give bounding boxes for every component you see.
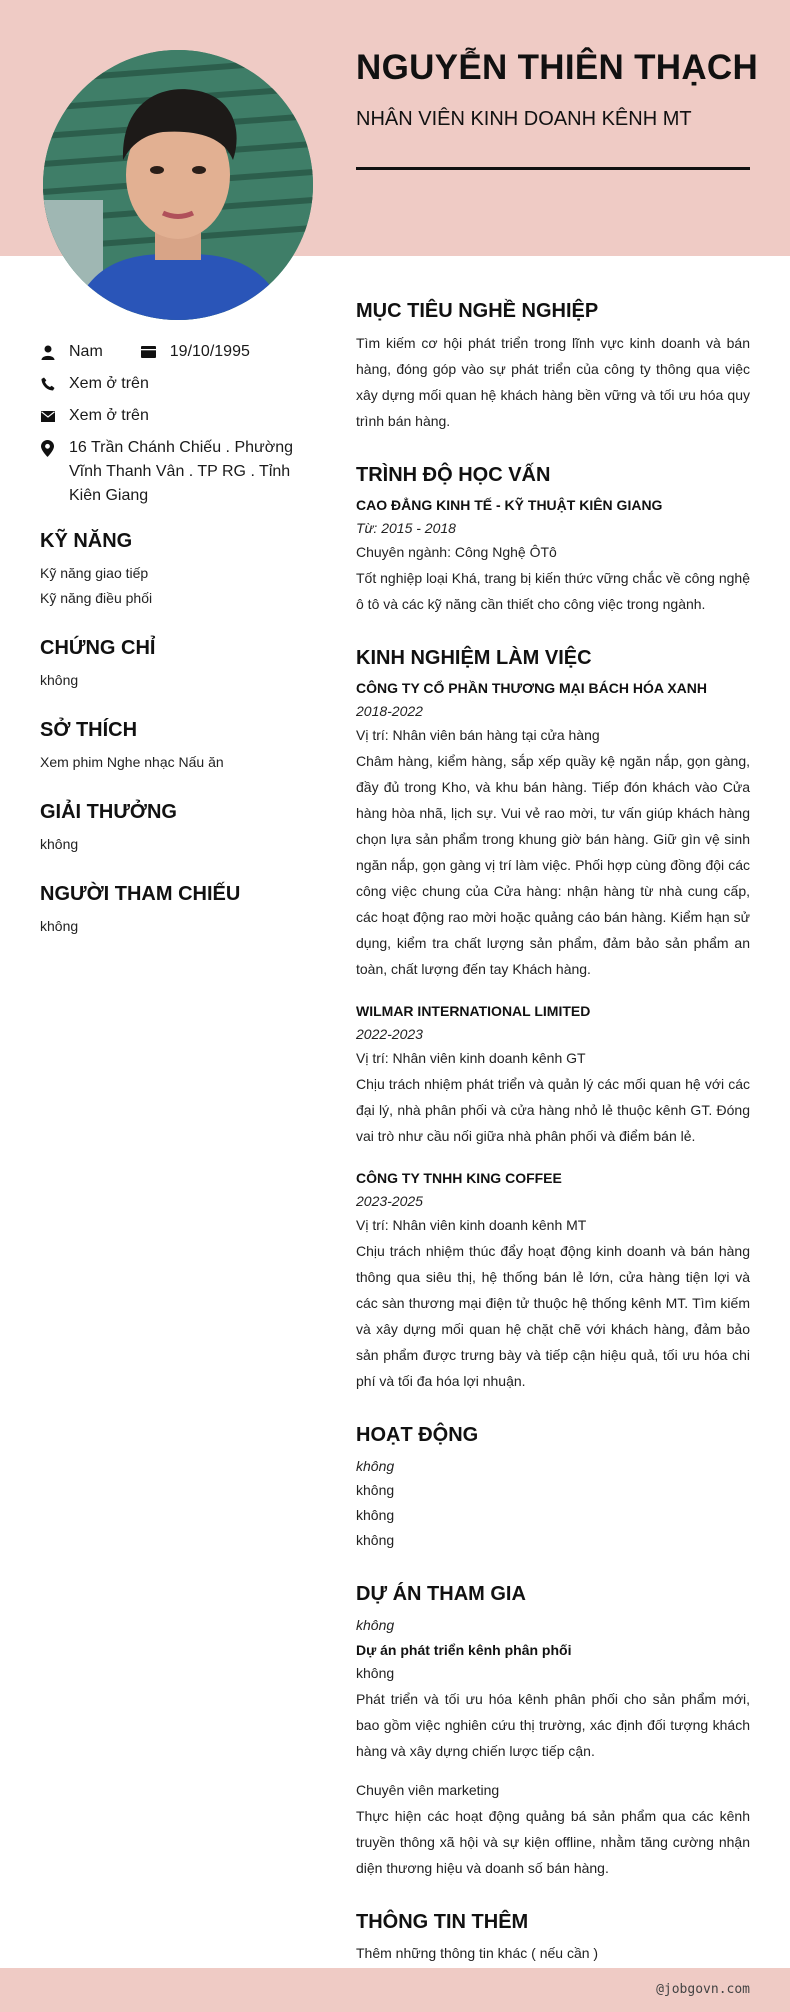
person-icon (40, 340, 55, 364)
project-description: Thực hiện các hoạt động quảng bá sản phẩm qua các kênh truyền thông xã hội và sự kiện offline, nhằm tăng cường nhận diện thương hiệu và doanh số bán hàng. (356, 1808, 750, 1876)
skill-item: Kỹ năng giao tiếp (40, 565, 149, 581)
profile-photo (43, 50, 313, 320)
project-description: Phát triển và tối ưu hóa kênh phân phối cho sản phẩm mới, bao gồm việc nghiên cứu thị trường, xác định đối tượng khách hàng và xây dựng chiến lược tiếp cận. (356, 1691, 750, 1759)
job-position: Vị trí: Nhân viên bán hàng tại cửa hàng (356, 727, 600, 743)
job-description: Châm hàng, kiểm hàng, sắp xếp quầy kệ ngăn nắp, gọn gàng, đầy đủ trong Kho, và khu bán hàng. Tiếp đón khách vào Cửa hàng hòa nhã, lịch sự. Vui vẻ rao mời, tư vấn giúp khách hàng chọn lựa sản phẩm trong khung giờ bán hàng. Giữ gìn vệ sinh ngăn nắp, gọn gàng vị trí làm việc. Phối hợp cùng đồng đội các công việc chung của Cửa hàng: nhận hàng từ nhà cung cấp, các hoạt động rao mời hoặc quảng cáo bán hàng. Kiểm hạn sử dụng, kiểm tra chất lượng sản phẩm, đảm bảo sản phẩm an toàn, chất lượng đến tay Khách hàng. (356, 753, 750, 977)
project-name: Dự án phát triển kênh phân phối (356, 1642, 572, 1658)
school-name: CAO ĐẲNG KINH TẾ - KỸ THUẬT KIÊN GIANG (356, 497, 663, 513)
job-period: 2018-2022 (356, 703, 423, 719)
phone-text: Xem ở trên (69, 375, 149, 392)
gender-text: Nam (69, 343, 103, 360)
activities-line: không (356, 1482, 395, 1498)
education-period: Từ: 2015 - 2018 (356, 520, 456, 536)
hobbies-heading: SỞ THÍCH (40, 719, 138, 741)
projects-period: không (356, 1617, 395, 1633)
title-divider (356, 167, 750, 170)
job-company: CÔNG TY TNHH KING COFFEE (356, 1170, 562, 1186)
additional-heading: THÔNG TIN THÊM (356, 1911, 529, 1933)
activities-line: không (356, 1532, 395, 1548)
mail-icon (40, 404, 55, 428)
job-company: CÔNG TY CỔ PHẦN THƯƠNG MẠI BÁCH HÓA XANH (356, 680, 708, 696)
certificates-heading: CHỨNG CHỈ (40, 637, 156, 659)
objective-heading: MỤC TIÊU NGHỀ NGHIỆP (356, 300, 599, 322)
experience-heading: KINH NGHIỆM LÀM VIỆC (356, 647, 592, 669)
job-description: Chịu trách nhiệm phát triển và quản lý các mối quan hệ với các đại lý, nhà phân phối và cửa hàng nhỏ lẻ thuộc kênh GT. Đóng vai trò như cầu nối giữa nhà phân phối và điểm bán lẻ. (356, 1076, 750, 1144)
email-text: Xem ở trên (69, 407, 149, 424)
candidate-name: NGUYỄN THIÊN THẠCH (356, 48, 759, 87)
job-position: Vị trí: Nhân viên kinh doanh kênh MT (356, 1217, 587, 1233)
phone-row (40, 372, 325, 396)
activities-line: không (356, 1507, 395, 1523)
right-column (356, 298, 750, 1966)
job-period: 2022-2023 (356, 1026, 423, 1042)
address-row (40, 436, 325, 508)
watermark-text: @jobgovn.com (656, 1982, 750, 1997)
education-text: Tốt nghiệp loại Khá, trang bị kiến thức vững chắc về công nghệ ô tô và các kỹ năng cần thiết cho công việc trong ngành. (356, 570, 750, 612)
additional-text: Thêm những thông tin khác ( nếu cần ) (356, 1945, 599, 1961)
job-title: NHÂN VIÊN KINH DOANH KÊNH MT (356, 108, 692, 130)
certificates-value: không (40, 672, 79, 688)
skills-heading: KỸ NĂNG (40, 530, 133, 552)
job-description: Chịu trách nhiệm thúc đẩy hoạt động kinh doanh và bán hàng thông qua siêu thị, hệ thống bán lẻ lớn, cửa hàng tiện lợi và các sàn thương mại điện tử thuộc hệ thống kênh MT. Tìm kiếm và xây dựng mối quan hệ chặt chẽ với khách hàng, đảm bảo sản phẩm được trưng bày và tiếp cận hiệu quả, tối ưu hóa chi phí và tối đa hóa lợi nhuận. (356, 1243, 750, 1389)
awards-value: không (40, 836, 79, 852)
address-text: 16 Trần Chánh Chiếu . Phường Vĩnh Thanh Vân . TP RG . Tỉnh Kiên Giang (69, 439, 294, 504)
birthdate-text: 19/10/1995 (169, 343, 250, 360)
skill-item: Kỹ năng điều phối (40, 590, 153, 606)
references-heading: NGƯỜI THAM CHIẾU (40, 883, 241, 905)
phone-icon (40, 372, 55, 396)
objective-text: Tìm kiếm cơ hội phát triển trong lĩnh vực kinh doanh và bán hàng, đóng góp vào sự phát triển của công ty thông qua việc xây dựng mối quan hệ khách hàng bền vững và tối ưu hóa quy trình bán hàng. (356, 335, 750, 429)
job-position: Vị trí: Nhân viên kinh doanh kênh GT (356, 1050, 586, 1066)
activities-period: không (356, 1458, 395, 1474)
project-role: Chuyên viên marketing (356, 1782, 500, 1798)
project-role: không (356, 1665, 395, 1681)
left-column (40, 340, 325, 939)
hobbies-value: Xem phim Nghe nhạc Nấu ăn (40, 754, 224, 770)
calendar-icon (141, 340, 156, 364)
education-major: Chuyên ngành: Công Nghệ ÔTô (356, 544, 557, 560)
avatar (43, 50, 313, 320)
awards-heading: GIẢI THƯỞNG (40, 801, 177, 823)
location-pin-icon (40, 436, 55, 460)
footer-band (0, 1968, 790, 2012)
activities-heading: HOẠT ĐỘNG (356, 1424, 479, 1446)
email-row (40, 404, 325, 428)
projects-heading: DỰ ÁN THAM GIA (356, 1583, 526, 1605)
job-period: 2023-2025 (356, 1193, 423, 1209)
references-value: không (40, 918, 79, 934)
education-heading: TRÌNH ĐỘ HỌC VẤN (356, 464, 551, 486)
job-company: WILMAR INTERNATIONAL LIMITED (356, 1003, 591, 1019)
gender-birthdate-row (40, 340, 325, 364)
